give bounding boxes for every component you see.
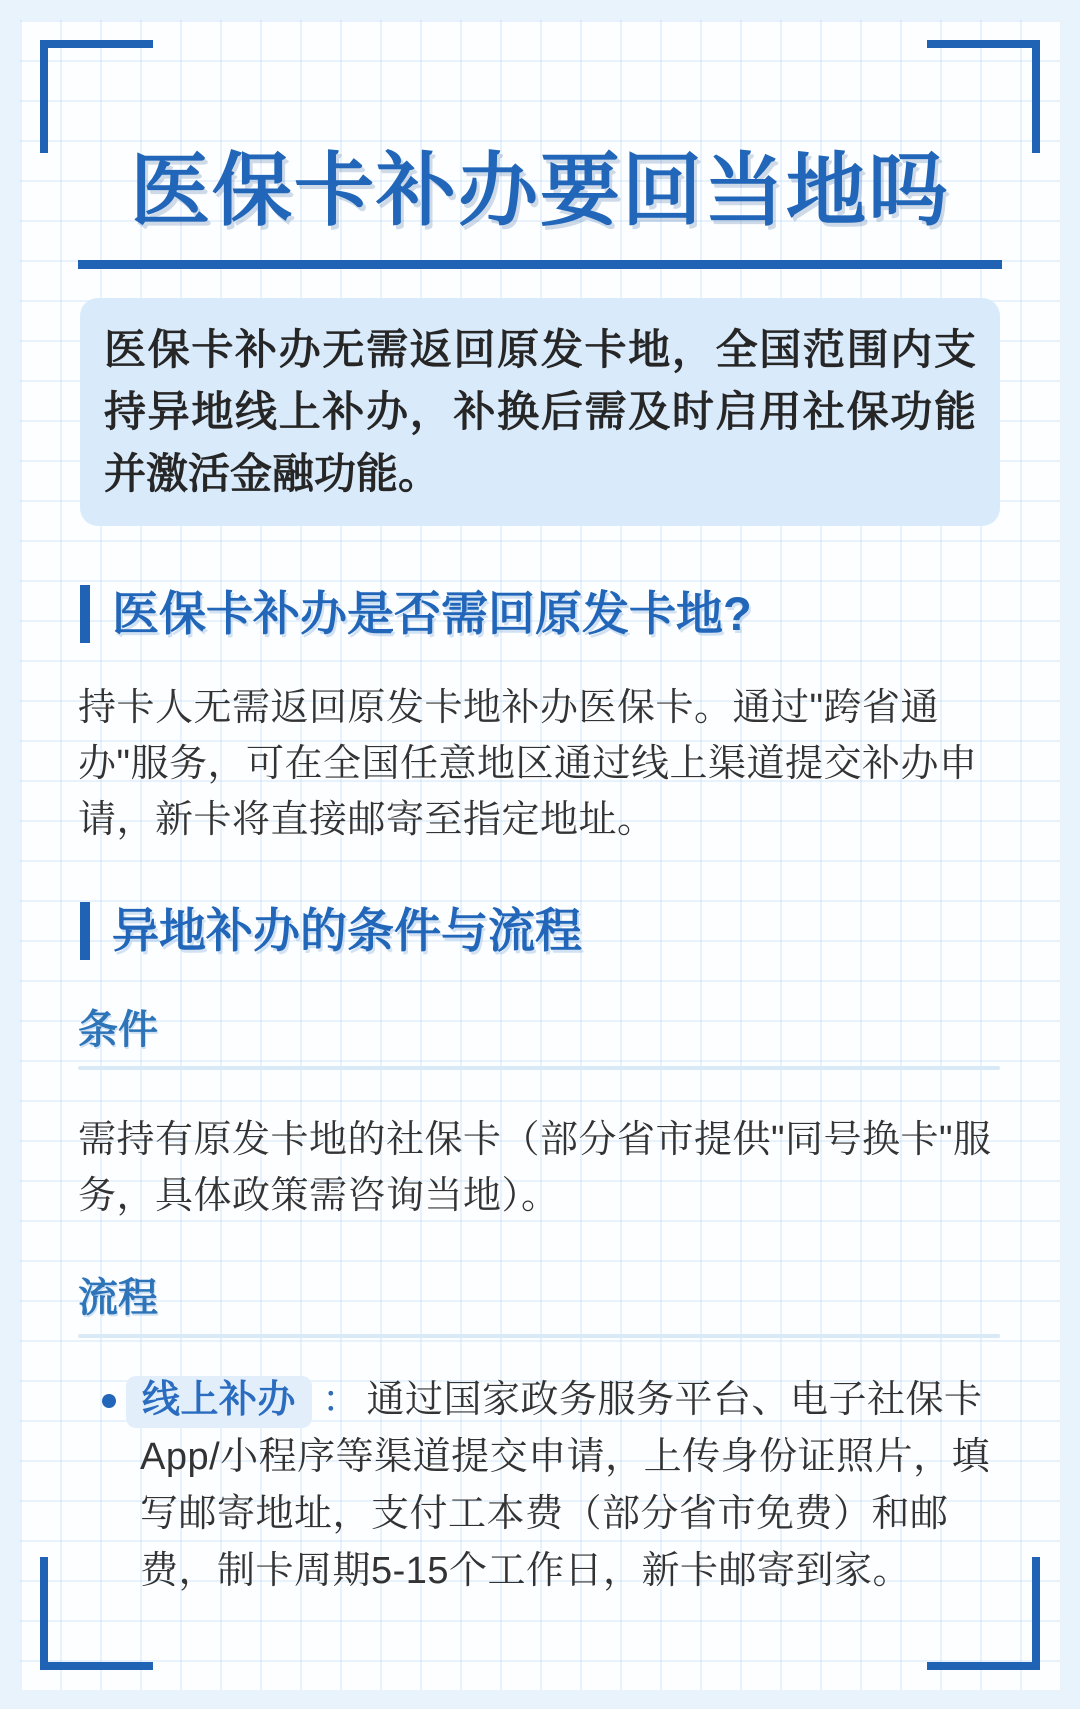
subsection-body-conditions: 需持有原发卡地的社保卡（部分省市提供"同号换卡"服务，具体政策需咨询当地）。 xyxy=(78,1119,992,1217)
bullet-dot-icon xyxy=(102,1394,116,1408)
content-card xyxy=(20,20,1060,1690)
subsection-divider xyxy=(78,1066,1000,1070)
list-item-text: 通过国家政务服务平台、电子社保卡App/小程序等渠道提交申请，上传身份证照片，填写邮寄地址，支付工本费（部分省市免费）和邮费，制卡周期5-15个工作日，新卡邮寄到家。 xyxy=(140,1379,991,1592)
page-title: 医保卡补办要回当地吗 xyxy=(130,146,950,235)
subsection-divider xyxy=(78,1334,1000,1338)
heading-accent-bar xyxy=(80,585,90,643)
section-body-need-return: 持卡人无需返回原发卡地补办医保卡。通过"跨省通办"服务，可在全国任意地区通过线上渠道提交补办申请，新卡将直接邮寄至指定地址。 xyxy=(78,687,978,841)
highlight-tag-online: 线上补办 xyxy=(126,1376,312,1428)
heading-accent-bar xyxy=(80,902,90,960)
list-item-colon: ： xyxy=(322,1379,361,1421)
subsection-label-process: 流程 xyxy=(78,1276,158,1320)
section-heading-text: 医保卡补办是否需回原发卡地? xyxy=(112,587,752,640)
list-item-online-replacement xyxy=(78,1372,1002,1600)
subsection-label-conditions: 条件 xyxy=(78,1008,158,1052)
summary-callout: 医保卡补办无需返回原发卡地，全国范围内支持异地线上补办，补换后需及时启用社保功能并激活金融功能。 xyxy=(80,298,1000,526)
section-heading-need-return xyxy=(80,585,752,643)
section-heading-conditions-process xyxy=(80,902,582,960)
title-divider xyxy=(78,260,1002,269)
section-heading-text: 异地补办的条件与流程 xyxy=(112,904,582,957)
